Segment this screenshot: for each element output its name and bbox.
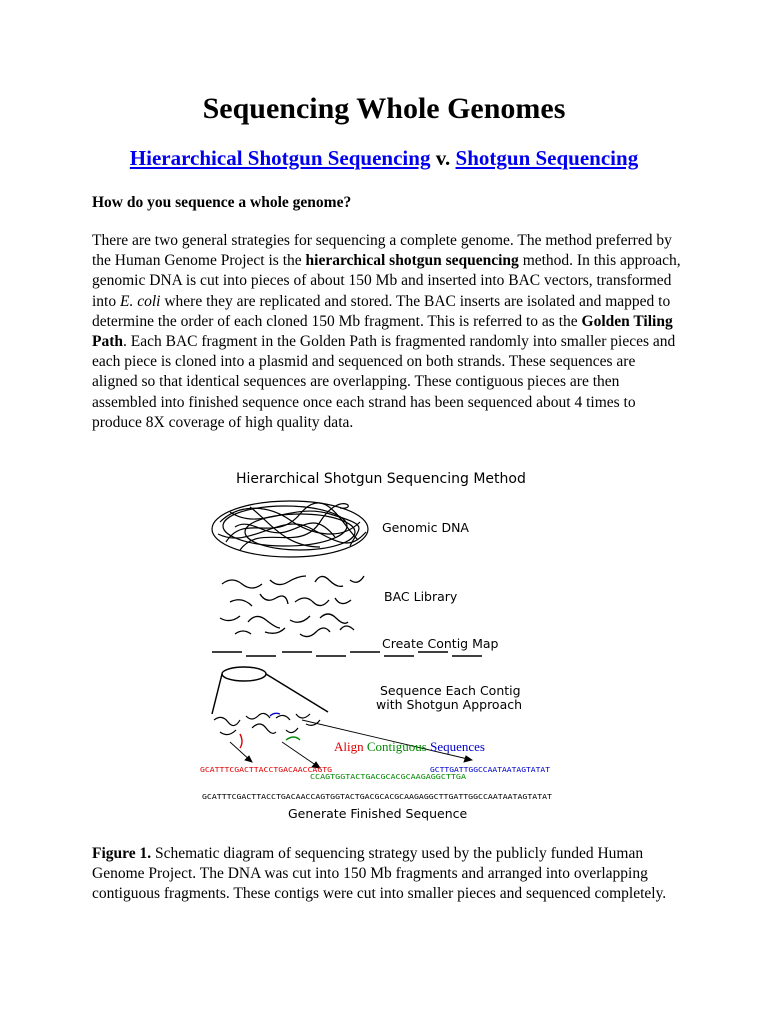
label-contiguous-word: Contiguous [366, 739, 431, 754]
figure-caption [92, 844, 682, 905]
caption-label: Figure 1. [92, 845, 152, 862]
contig-zoom-cone [212, 667, 328, 714]
subtitle-separator: v. [430, 146, 456, 170]
para-text-4: . Each BAC fragment in the Golden Path is fragmented randomly into smaller pieces and each piece is cloned into a plasmid and sequenced on both strands. These sequences are aligned so that identical sequences are overlapping. These contiguous pieces are then assembled into finished sequence once each strand has been sequenced about 4 times to produce 8X coverage of high quality data. [92, 333, 676, 431]
contig-map-lines [212, 652, 482, 656]
para-text-2: method. In this approach, genomic DNA is cut into pieces of about 150 Mb and inserted into BAC vectors, transformed into [92, 252, 681, 310]
label-align-sequences [334, 739, 485, 754]
sequence-final: GCATTTCGACTTACCTGACAACCAGTGGTACTGACGCACGCAAGAGGCTTGATTGGCCAATAATAGTATAT [202, 793, 553, 801]
green-fragment [286, 737, 300, 740]
para-bold-hierarchical: hierarchical shotgun sequencing [305, 252, 519, 270]
label-align-word: Align [334, 739, 367, 754]
para-text-1: There are two general strategies for sequencing a complete genome. The method preferred by the Human Genome Project is the [92, 232, 672, 270]
para-bold-golden-path: Golden Tiling Path [92, 312, 673, 351]
bac-library-squiggles [220, 576, 364, 637]
label-sequences-word: Sequences [430, 739, 485, 754]
label-genomic-dna: Genomic DNA [382, 520, 469, 535]
subtitle [0, 146, 768, 171]
para-italic-ecoli: E. coli [120, 292, 161, 310]
label-contig-map: Create Contig Map [382, 636, 499, 651]
label-sequence-contig: Sequence Each Contig [380, 683, 521, 698]
para-text-3: where they are replicated and stored. The BAC inserts are isolated and mapped to determine the order of each cloned 150 Mb fragment. This is referred to as the [92, 292, 671, 330]
hierarchical-shotgun-link[interactable]: Hierarchical Shotgun Sequencing [129, 146, 431, 170]
shotgun-sequencing-link[interactable]: Shotgun Sequencing [455, 146, 639, 170]
page-title: Sequencing Whole Genomes [202, 92, 566, 125]
shotgun-fragments [214, 713, 320, 734]
red-fragment [240, 734, 242, 748]
body-paragraph [92, 231, 682, 433]
sequence-blue: GCTTGATTGGCCAATAATAGTATAT [430, 766, 551, 774]
sequence-green: CCAGTGGTACTGACGCACGCAAGAGGCTTGA [310, 773, 467, 781]
caption-text: Schematic diagram of sequencing strategy used by the publicly funded Human Genome Project. The DNA was cut into 150 Mb fragments and arranged into overlapping contiguous fragments. These contigs were cut into smaller pieces and sequenced completely. [92, 845, 667, 903]
blue-fragment [270, 713, 280, 716]
label-bac-library: BAC Library [384, 589, 458, 604]
figure-title: Hierarchical Shotgun Sequencing Method [236, 471, 526, 487]
section-question: How do you sequence a whole genome? [92, 194, 352, 211]
label-finished-sequence: Generate Finished Sequence [288, 806, 468, 821]
sequence-red: GCATTTCGACTTACCTGACAACCAGTG [200, 766, 332, 774]
genomic-dna-tangle [212, 501, 368, 557]
label-shotgun-approach: with Shotgun Approach [376, 697, 523, 712]
figure-diagram [190, 462, 570, 828]
